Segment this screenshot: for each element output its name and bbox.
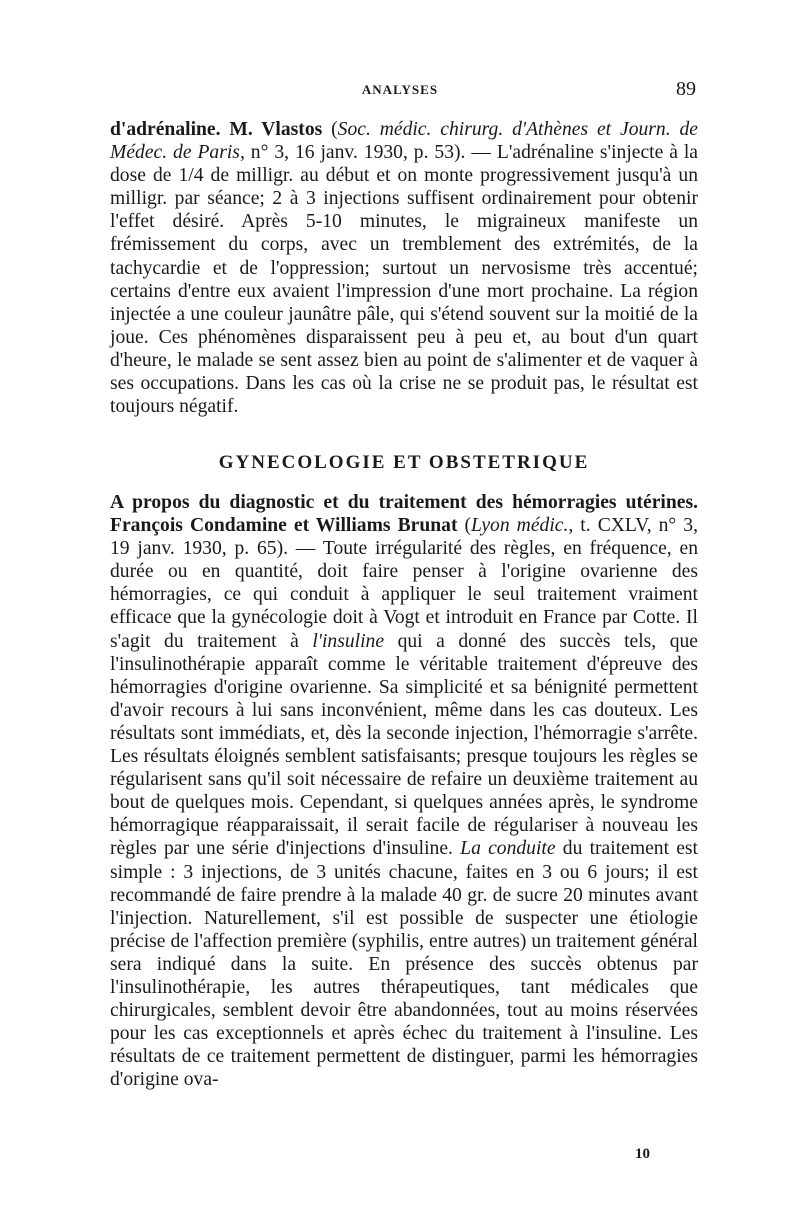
article-vlastos [110,118,698,418]
article-condamine-brunat [110,491,698,1091]
article-body-part-2: qui a donné des succès tels, que l'insulinothérapie apparaît comme le véritable traitement d'épreuve des hémorragies d'origine ovarienne. Sa simplicité et sa bénignité permettent d'avoir recours à lui sans inconvénient, même dans les cas douteux. Les résultats sont immédiats, et, dès la seconde injection, l'hémorragie s'arrête. Les résultats éloignés semblent satisfaisants; presque toujours les règles se régularisent sans qu'il soit nécessaire de refaire un deuxième traitement au bout de quelques mois. Cependant, si quelques années après, le syndrome hémorragique réapparaissait, il serait facile de régulariser à nouveau les règles par une série d'injections d'insuline. [110,630,698,860]
running-title: ANALYSES [361,82,439,97]
page-number: 89 [676,78,696,100]
article-title-fragment: d'adrénaline. [110,119,230,140]
reference-open: ( [457,515,472,537]
article-title: A propos du diagnostic et du traitement des hémorragies utérines. [110,492,698,513]
section-heading: GYNECOLOGIE ET OBSTETRIQUE [218,452,590,473]
reference-details: , t. CXLV, n° 3, 19 janv. 1930, p. 65). [110,515,698,560]
article-authors: François Condamine et Williams Brunat [110,515,458,537]
reference-open: ( [322,119,338,140]
article-authors: M. Vlastos [229,119,323,140]
reference-details: , n° 3, 16 janv. 1930, p. 53). [239,142,466,164]
running-head [110,78,696,102]
article-body-part-1: — Toute irrégularité des règles, en fréquence, en durée ou en quantité, doit faire penser à l'origine ovarienne des hémorragies, ce qui conduit à appliquer le seul traitement vraiment efficace que la gynécologie doit à Vogt et introduit en France par Cotte. Il s'agit du traitement à [110,538,698,652]
reference-journals: Soc. médic. chirurg. d'Athènes et Journ. de Médec. de Paris [110,119,698,164]
reference-journal: Lyon médic. [471,515,569,537]
article-body-italic-2: La conduite [460,838,556,860]
printer-signature: 10 [635,1146,650,1162]
article-body-italic-1: l'insuline [312,630,385,652]
article-body: — L'adrénaline s'injecte à la dose de 1/4 de milligr. au début et on monte progressivement jusqu'à un milligr. par séance; 2 à 3 injections suffisent ordinairement pour obtenir l'effet désiré. Après 5-10 minutes, le migraineux manifeste un frémissement du corps, avec un tremblement des extrémités, de la tachycardie et de l'oppression; surtout un nervosisme très accentué; certains d'entre eux avaient l'impression d'une mort prochaine. La région injectée a une couleur jaunâtre pâle, qui s'étend souvent sur la moitié de la joue. Ces phénomènes disparaissent peu à peu et, au bout d'un quart d'heure, le malade se sent assez bien au point de s'alimenter et de vaquer à ses occupations. Dans les cas où la crise ne se produit pas, le résultat est toujours négatif. [110,142,699,418]
article-body-part-3: du traitement est simple : 3 injections, de 3 unités chacune, faites en 3 ou 6 jours; il est recommandé de faire prendre à la malade 40 gr. de sucre 20 minutes avant l'injection. Naturellement, s'il est possible de suspecter une étiologie précise de l'affection première (syphilis, entre autres) un traitement général sera indiqué dans la suite. En présence des succès obtenus par l'insulinothérapie, les autres thérapeutiques, tant médicales que chirurgicales, semblent devoir être abandonnées, tout au moins réservées pour les cas exceptionnels et après échec du traitement à l'insuline. Les résultats de ce traitement permettent de distinguer, parmi les hémorragies d'origine ova- [110,838,699,1091]
